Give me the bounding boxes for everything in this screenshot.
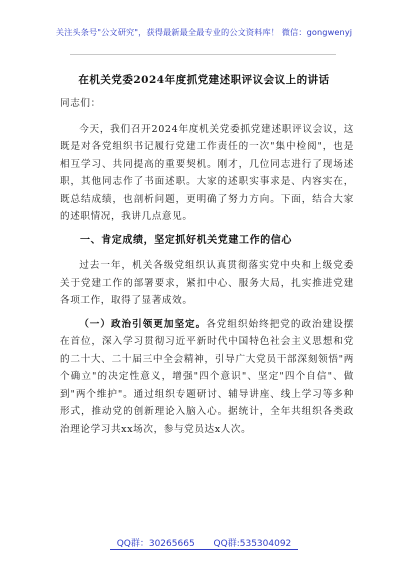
- subsection-1-paragraph: [60, 316, 354, 439]
- section-heading-1: 一、肯定成绩，坚定抓好机关党建工作的信心: [80, 234, 292, 246]
- top-banner: [0, 10, 408, 54]
- banner-text: 关注头条号"公文研究"，获得最新最全最专业的公文资料库！ 微信：gongwenyj: [55, 26, 353, 37]
- footer: [0, 536, 408, 549]
- subsection-1-text: 各党组织始终把党的政治建设摆在首位，深入学习贯彻习近平新时代中国特色社会主义思想和党的二十大、二十届三中全会精神，引导广大党员干部深刻领悟"两个确立"的决定性意义，增强"四个意识"、坚定"四个自信"、做到"两个维护"。通过组织专题研讨、辅导讲座、线上学习等多种形式，推动党的创新理论入脑入心。据统计，全年共组织各类政治理论学习共xx场次，参与党员达x人次。: [60, 318, 354, 435]
- subsection-1-heading: （一）政治引领更加坚定。: [79, 318, 207, 330]
- document-body: [60, 95, 354, 444]
- intro-paragraph: 今天，我们召开2024年度机关党委抓党建述职评议会议，这既是对各党组织书记履行党建工作责任的一次"集中检阅"，也是相互学习、共同提高的重要契机。刚才，几位同志进行了现场述职，其他同志作了书面述职。大家的述职实事求是、内容实在，既总结成绩，也剖析问题，更明确了努力方向。下面，结合大家的述职情况，我讲几点意见。: [60, 123, 354, 222]
- footer-underline: [110, 549, 298, 550]
- section-1-paragraph: 过去一年，机关各级党组织认真贯彻落实党中央和上级党委关于党建工作的部署要求，紧扣中心、服务大局，扎实推进党建各项工作，取得了显著成效。: [60, 260, 354, 306]
- document-title: 在机关党委2024年度抓党建述职评议会议上的讲话: [78, 74, 330, 86]
- salutation: 同志们：: [60, 98, 101, 109]
- footer-qq-group-2: QQ群:535304092: [213, 539, 292, 549]
- banner-divider: [70, 54, 336, 55]
- footer-qq-group-1: QQ群：30265665: [116, 539, 195, 549]
